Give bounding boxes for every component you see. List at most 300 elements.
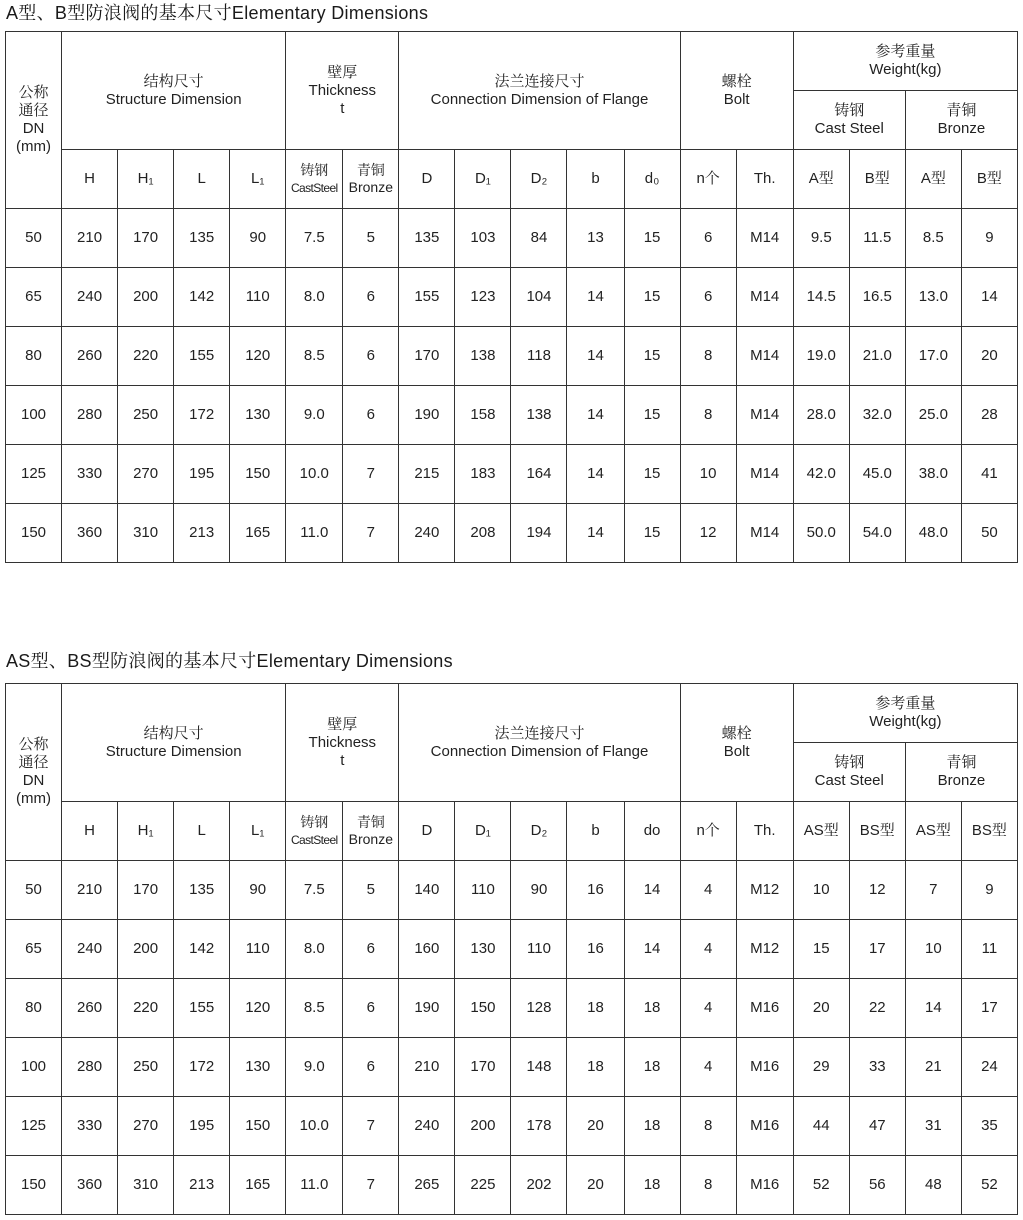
table-cell-text: 90 xyxy=(530,881,548,898)
table-cell xyxy=(511,979,567,1038)
table-cell-text: 9.0 xyxy=(303,1058,325,1075)
table-cell-text: 8 xyxy=(703,1117,713,1134)
table-cell-text: 8 xyxy=(703,406,713,423)
col-l1 xyxy=(230,150,286,209)
table-cell-text: 44 xyxy=(812,1117,830,1134)
table-cell-text: 213 xyxy=(189,524,215,541)
table-cell-text: 17 xyxy=(981,999,998,1016)
table-cell xyxy=(230,209,286,268)
table-row xyxy=(6,268,1018,327)
table-cell xyxy=(567,1156,624,1215)
table-cell-text: 190 xyxy=(414,406,440,423)
table-cell-text: M16 xyxy=(750,1176,780,1193)
table-cell xyxy=(62,1038,118,1097)
table-cell xyxy=(680,1156,736,1215)
table-cell xyxy=(736,327,793,386)
table-cell-text: 52 xyxy=(812,1176,830,1193)
table-cell xyxy=(399,1038,455,1097)
table-cell xyxy=(849,1038,905,1097)
thickness-header-text: Thickness xyxy=(308,81,377,99)
col-th-text: Th. xyxy=(753,170,776,187)
table-cell-text: 28 xyxy=(981,406,998,423)
table-cell-text: 18 xyxy=(643,1176,661,1193)
table-cell-text: 9 xyxy=(985,229,994,246)
table-cell-text: 18 xyxy=(643,999,661,1016)
table-cell-text: 65 xyxy=(25,940,42,957)
table-cell xyxy=(174,1038,230,1097)
dn-header xyxy=(6,684,62,861)
table-cell xyxy=(567,979,624,1038)
table-cell xyxy=(455,1038,511,1097)
table-cell-text: 202 xyxy=(526,1176,552,1193)
table-cell-text: 14 xyxy=(587,347,604,364)
table-cell-text: 172 xyxy=(189,1058,215,1075)
structure-header-text: Structure Dimension xyxy=(105,90,242,108)
col-d2-text: D₂ xyxy=(530,170,548,187)
table-cell-text: 19.0 xyxy=(806,347,836,364)
weight-caststeel-header-text: 铸钢 xyxy=(834,754,865,771)
structure-header-text: 结构尺寸 xyxy=(143,724,204,742)
col-t-bronze-text: Bronze xyxy=(348,831,393,847)
table-cell xyxy=(905,979,961,1038)
table-cell xyxy=(849,979,905,1038)
table-cell xyxy=(118,1038,174,1097)
table-cell xyxy=(736,920,793,979)
table-cell-text: 14 xyxy=(643,940,661,957)
table-cell-text: 6 xyxy=(366,347,375,364)
table-cell xyxy=(6,1097,62,1156)
table-cell-text: 11 xyxy=(981,940,998,957)
table-cell xyxy=(736,1038,793,1097)
col-t-caststeel xyxy=(286,802,343,861)
table-cell-text: 100 xyxy=(21,406,47,423)
table-cell-text: 50 xyxy=(25,881,42,898)
table-cell-text: 165 xyxy=(245,1176,271,1193)
table-cell xyxy=(567,1097,624,1156)
table-cell xyxy=(174,1097,230,1156)
table-cell-text: 11.0 xyxy=(300,524,329,541)
table-cell xyxy=(174,209,230,268)
table-cell xyxy=(680,504,736,563)
table-cell-text: 10 xyxy=(699,465,717,482)
table-cell xyxy=(230,920,286,979)
table-cell-text: 65 xyxy=(25,288,42,305)
table-cell-text: 21 xyxy=(924,1058,942,1075)
table-cell-text: M16 xyxy=(750,1117,780,1134)
table-cell-text: 110 xyxy=(245,940,270,957)
table-cell-text: 14 xyxy=(981,288,998,305)
table-cell xyxy=(624,268,680,327)
table-cell-text: 12 xyxy=(699,524,717,541)
table-cell-text: 150 xyxy=(245,1117,271,1134)
table-cell xyxy=(6,979,62,1038)
table-cell xyxy=(961,1038,1017,1097)
thickness-header xyxy=(286,32,399,150)
table-cell-text: M14 xyxy=(750,524,780,541)
table-cell-text: 45.0 xyxy=(862,465,892,482)
table-cell xyxy=(680,268,736,327)
table-cell xyxy=(230,1038,286,1097)
table-cell-text: 103 xyxy=(470,229,496,246)
table-cell-text: 220 xyxy=(133,999,159,1016)
table-cell xyxy=(961,1156,1017,1215)
table-row xyxy=(6,1038,1018,1097)
table-cell-text: 138 xyxy=(470,347,496,364)
thickness-header-text: 壁厚 xyxy=(327,715,358,733)
col-h1-text: H₁ xyxy=(137,822,154,839)
table-cell xyxy=(736,445,793,504)
table-cell xyxy=(118,209,174,268)
table-cell xyxy=(230,327,286,386)
thickness-header-text: 壁厚 xyxy=(327,63,358,81)
table-cell-text: 15 xyxy=(643,288,661,305)
table-cell xyxy=(793,268,849,327)
table-cell xyxy=(6,209,62,268)
table-cell-text: 150 xyxy=(245,465,271,482)
col-t-caststeel-text: CastSteel xyxy=(290,832,338,847)
table-cell xyxy=(230,1097,286,1156)
flange-header-text: 法兰连接尺寸 xyxy=(494,72,585,90)
table-cell xyxy=(511,1097,567,1156)
table-cell-text: 210 xyxy=(414,1058,440,1075)
table-cell-text: 16 xyxy=(587,940,604,957)
table-cell-text: 240 xyxy=(77,288,103,305)
table-cell xyxy=(567,504,624,563)
header-row xyxy=(6,32,1018,91)
table-cell xyxy=(6,1156,62,1215)
table-cell xyxy=(624,920,680,979)
table-cell xyxy=(6,268,62,327)
table-cell xyxy=(230,268,286,327)
header-row xyxy=(6,150,1018,209)
table-cell-text: 260 xyxy=(77,347,103,364)
table-cell xyxy=(680,445,736,504)
table-cell xyxy=(793,979,849,1038)
table-cell xyxy=(455,327,511,386)
table-cell xyxy=(905,386,961,445)
table-cell xyxy=(6,1038,62,1097)
table-cell xyxy=(736,1097,793,1156)
table-cell-text: 18 xyxy=(587,1058,604,1075)
table-cell xyxy=(62,979,118,1038)
table-cell-text: 100 xyxy=(21,1058,47,1075)
table-cell-text: 280 xyxy=(77,1058,103,1075)
bolt-header xyxy=(680,32,793,150)
table-cell-text: 7.5 xyxy=(303,881,325,898)
table-cell-text: 360 xyxy=(77,1176,103,1193)
table-cell-text: 20 xyxy=(587,1176,604,1193)
table-cell xyxy=(511,1038,567,1097)
table-cell-text: 170 xyxy=(133,881,159,898)
table-cell-text: 17.0 xyxy=(918,347,948,364)
table-cell xyxy=(343,386,399,445)
table-cell xyxy=(849,861,905,920)
table-cell xyxy=(399,445,455,504)
structure-header xyxy=(62,684,286,802)
table-cell-text: 118 xyxy=(527,347,551,364)
table-cell-text: 208 xyxy=(470,524,496,541)
table-cell xyxy=(399,979,455,1038)
table-cell-text: 183 xyxy=(470,465,496,482)
table-cell xyxy=(793,1038,849,1097)
table-cell-text: 310 xyxy=(133,1176,159,1193)
table-cell-text: 170 xyxy=(414,347,440,364)
table-cell xyxy=(6,861,62,920)
table-cell xyxy=(286,445,343,504)
table-cell xyxy=(455,268,511,327)
table-cell-text: 12 xyxy=(868,881,886,898)
table-row xyxy=(6,327,1018,386)
table-cell-text: 110 xyxy=(470,881,495,898)
dn-header-text: (mm) xyxy=(16,790,52,807)
col-h1 xyxy=(118,802,174,861)
table-cell xyxy=(567,386,624,445)
table-cell-text: 225 xyxy=(470,1176,496,1193)
table-cell xyxy=(567,445,624,504)
table-cell xyxy=(567,209,624,268)
table-cell xyxy=(793,209,849,268)
table-cell-text: 15 xyxy=(643,229,661,246)
table-cell-text: 8 xyxy=(703,347,713,364)
table-cell-text: 90 xyxy=(249,229,267,246)
table-cell-text: 140 xyxy=(414,881,440,898)
col-l1-text: L₁ xyxy=(251,170,265,187)
table-cell-text: M12 xyxy=(750,940,780,957)
col-t-caststeel-text: 铸钢 xyxy=(300,161,329,178)
table-cell xyxy=(624,445,680,504)
weight-caststeel-header xyxy=(793,91,905,150)
col-l1 xyxy=(230,802,286,861)
table-cell-text: 14.5 xyxy=(806,288,836,305)
table-cell xyxy=(849,1156,905,1215)
table-cell xyxy=(455,386,511,445)
col-h-text: H xyxy=(84,822,95,839)
table-cell xyxy=(849,504,905,563)
table-cell xyxy=(455,920,511,979)
table-cell xyxy=(62,1097,118,1156)
table-cell-text: 6 xyxy=(366,1058,375,1075)
table-cell-text: 15 xyxy=(643,524,661,541)
table-cell xyxy=(118,268,174,327)
table-cell xyxy=(343,979,399,1038)
col-weight-1 xyxy=(793,150,849,209)
table-cell xyxy=(736,861,793,920)
table-cell-text: 35 xyxy=(981,1117,998,1134)
table-cell xyxy=(399,861,455,920)
col-d xyxy=(399,150,455,209)
table-cell-text: 8 xyxy=(703,1176,713,1193)
table-cell-text: 280 xyxy=(77,406,103,423)
col-l xyxy=(174,150,230,209)
table-cell xyxy=(455,445,511,504)
table-cell-text: 130 xyxy=(470,940,496,957)
table-cell xyxy=(736,268,793,327)
col-h xyxy=(62,802,118,861)
table-cell xyxy=(736,979,793,1038)
table-cell xyxy=(511,327,567,386)
table-cell-text: 240 xyxy=(414,524,440,541)
table-cell-text: 22 xyxy=(868,999,886,1016)
col-weight-4 xyxy=(961,802,1017,861)
col-l-text: L xyxy=(197,822,206,839)
table-cell xyxy=(511,268,567,327)
table-cell xyxy=(961,268,1017,327)
table-cell xyxy=(399,386,455,445)
table-cell xyxy=(399,920,455,979)
table-cell xyxy=(511,504,567,563)
col-weight-1-text: AS型 xyxy=(803,822,839,839)
flange-header-text: 法兰连接尺寸 xyxy=(494,724,585,742)
table-cell-text: 6 xyxy=(366,288,375,305)
table-cell xyxy=(286,268,343,327)
col-weight-3-text: AS型 xyxy=(915,822,951,839)
table-cell-text: 6 xyxy=(366,940,375,957)
col-d1 xyxy=(455,150,511,209)
col-b-text: b xyxy=(591,822,600,839)
table-cell-text: 130 xyxy=(245,1058,271,1075)
table-cell xyxy=(62,268,118,327)
table-cell-text: 240 xyxy=(77,940,103,957)
col-d1-text: D₁ xyxy=(474,170,491,187)
col-th-text: Th. xyxy=(753,822,776,839)
table-cell xyxy=(511,920,567,979)
table-cell xyxy=(736,209,793,268)
table-cell-text: 130 xyxy=(245,406,271,423)
weight-header xyxy=(793,32,1017,91)
table-cell-text: 16.5 xyxy=(862,288,892,305)
table-cell-text: 155 xyxy=(414,288,440,305)
table-cell-text: 16 xyxy=(587,881,604,898)
table-cell-text: 18 xyxy=(643,1058,661,1075)
table-cell-text: 33 xyxy=(868,1058,886,1075)
table-cell xyxy=(174,504,230,563)
table-cell-text: 210 xyxy=(77,229,103,246)
weight-bronze-header xyxy=(905,91,1017,150)
table-cell-text: 6 xyxy=(703,229,713,246)
weight-header-text: Weight(kg) xyxy=(869,713,942,730)
col-n xyxy=(680,802,736,861)
table-cell-text: 195 xyxy=(189,1117,215,1134)
header-row xyxy=(6,684,1018,743)
table-cell xyxy=(62,209,118,268)
table-cell xyxy=(961,861,1017,920)
table-cell-text: 110 xyxy=(245,288,270,305)
table-row xyxy=(6,861,1018,920)
table-cell-text: 15 xyxy=(643,465,661,482)
col-b xyxy=(567,150,624,209)
table-cell-text: 7 xyxy=(366,524,375,541)
table-cell xyxy=(286,1038,343,1097)
weight-bronze-header-text: Bronze xyxy=(937,772,986,789)
bolt-header xyxy=(680,684,793,802)
weight-caststeel-header-text: Cast Steel xyxy=(814,120,884,137)
table-cell-text: 10 xyxy=(924,940,942,957)
table-cell xyxy=(62,861,118,920)
table-cell-text: 220 xyxy=(133,347,159,364)
table-cell xyxy=(680,920,736,979)
bolt-header-text: Bolt xyxy=(723,742,750,760)
table-cell xyxy=(343,268,399,327)
table-cell xyxy=(793,445,849,504)
dn-header-text: 公称 xyxy=(18,84,49,101)
table-cell xyxy=(624,1038,680,1097)
table-cell-text: 135 xyxy=(189,881,215,898)
table-cell-text: 14 xyxy=(924,999,942,1016)
col-t-bronze xyxy=(343,802,399,861)
col-th xyxy=(736,150,793,209)
table-cell-text: 7 xyxy=(366,1117,375,1134)
col-weight-3 xyxy=(905,150,961,209)
table-cell xyxy=(455,861,511,920)
table-cell xyxy=(343,504,399,563)
col-t-bronze-text: Bronze xyxy=(348,179,393,195)
table-cell xyxy=(624,327,680,386)
table-cell-text: 48.0 xyxy=(918,524,948,541)
thickness-header-text: t xyxy=(340,751,345,769)
table-cell xyxy=(174,920,230,979)
table-cell-text: M14 xyxy=(750,288,780,305)
col-n-text: n个 xyxy=(696,822,720,839)
table-cell-text: 48 xyxy=(924,1176,942,1193)
table-cell-text: 9 xyxy=(985,881,994,898)
table-cell-text: 128 xyxy=(526,999,552,1016)
table-cell-text: 11.0 xyxy=(300,1176,329,1193)
table-cell xyxy=(624,1156,680,1215)
table-row xyxy=(6,445,1018,504)
table-cell xyxy=(286,920,343,979)
table-cell-text: M14 xyxy=(750,229,780,246)
col-weight-2 xyxy=(849,150,905,209)
table-cell-text: 250 xyxy=(133,406,159,423)
table-cell-text: M14 xyxy=(750,406,780,423)
table-cell-text: 7 xyxy=(929,881,938,898)
col-d1 xyxy=(455,802,511,861)
table-cell-text: 14 xyxy=(587,524,604,541)
table-cell-text: 120 xyxy=(245,999,271,1016)
table-cell xyxy=(455,209,511,268)
table-cell xyxy=(793,386,849,445)
table-cell xyxy=(736,1156,793,1215)
table-cell xyxy=(680,861,736,920)
weight-header xyxy=(793,684,1017,743)
table-cell-text: 250 xyxy=(133,1058,159,1075)
weight-bronze-header xyxy=(905,743,1017,802)
table-cell xyxy=(399,327,455,386)
table-cell xyxy=(905,1097,961,1156)
col-t-caststeel-text: CastSteel xyxy=(290,180,338,195)
table-cell xyxy=(6,920,62,979)
table-cell-text: 11.5 xyxy=(863,229,892,246)
table-cell xyxy=(286,386,343,445)
table-cell-text: 215 xyxy=(414,465,440,482)
table-cell xyxy=(905,268,961,327)
table-cell-text: 8.5 xyxy=(922,229,944,246)
table-cell xyxy=(343,1097,399,1156)
table-cell xyxy=(399,209,455,268)
table-cell-text: 4 xyxy=(703,940,713,957)
table-cell-text: 120 xyxy=(245,347,271,364)
table-cell xyxy=(62,386,118,445)
dn-header-text: 通径 xyxy=(18,102,49,119)
table-cell xyxy=(286,861,343,920)
table-cell xyxy=(62,327,118,386)
table-cell-text: M16 xyxy=(750,1058,780,1075)
table-row xyxy=(6,920,1018,979)
table-cell-text: 80 xyxy=(25,999,42,1016)
col-t-caststeel-text: 铸钢 xyxy=(300,813,329,830)
table-cell-text: 13 xyxy=(587,229,604,246)
table-cell xyxy=(62,920,118,979)
